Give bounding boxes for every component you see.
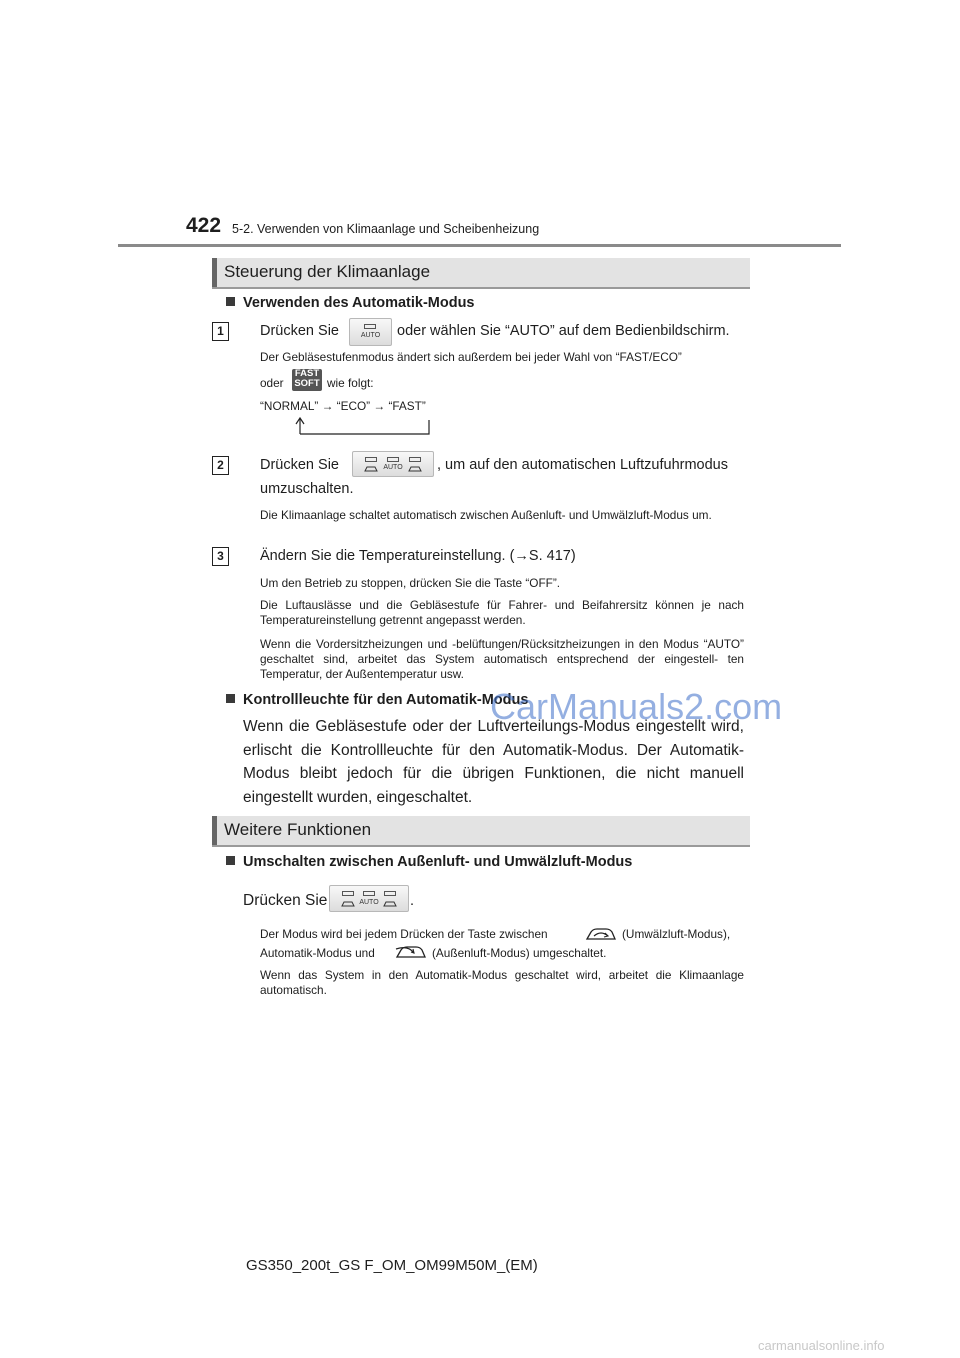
indicator-led-icon <box>409 457 421 462</box>
note-stop: Um den Betrieb zu stoppen, drücken Sie die Taste “OFF”. <box>260 576 561 590</box>
subheading-auto-mode: Verwenden des Automatik-Modus <box>226 295 475 311</box>
note-switch-d: (Außenluft-Modus) umgeschaltet. <box>432 946 607 960</box>
subheading-indicator: Kontrollleuchte für den Automatik-Modus <box>226 692 528 708</box>
outside-air-mode-icon <box>394 942 428 962</box>
note-switch-a: Der Modus wird bei jedem Drücken der Taste zwischen <box>260 927 548 941</box>
note-switch-b: (Umwälzluft-Modus), <box>622 927 731 941</box>
note-fan-mode: Der Gebläsestufenmodus ändert sich außerdem bei jeder Wahl von “FAST/ECO” <box>260 350 682 364</box>
step2-pre: Drücken Sie <box>260 457 339 473</box>
auto-button: AUTO <box>349 318 392 346</box>
air-intake-auto-button: AUTO <box>352 451 434 477</box>
step1-pre: Drücken Sie <box>260 323 339 339</box>
watermark-bottom: carmanualsonline.info <box>758 1338 885 1353</box>
subheading-air-intake-switch: Umschalten zwischen Außenluft- und Umwälzluft-Modus <box>226 854 632 870</box>
step2-post: , um auf den automatischen Luftzufuhrmodus <box>437 457 728 473</box>
section-header-further-functions <box>212 816 750 847</box>
step-number-1: 1 <box>212 322 229 341</box>
indicator-led-icon <box>342 891 354 896</box>
step1-post: oder wählen Sie “AUTO” auf dem Bedienbildschirm. <box>397 323 730 339</box>
mode-cycle: “NORMAL” → “ECO” → “FAST” <box>260 399 426 413</box>
indicator-led-icon <box>363 891 375 896</box>
square-bullet-icon <box>226 856 235 865</box>
section-accent <box>212 816 217 845</box>
indicator-led-icon <box>365 457 377 462</box>
section-accent <box>212 258 217 287</box>
indicator-led-icon <box>364 324 376 329</box>
note-fan-mode-post: wie folgt: <box>327 376 374 390</box>
outside-air-car-icon <box>408 464 422 473</box>
note-air-intake: Die Klimaanlage schaltet automatisch zwischen Außenluft- und Umwälzluft-Modus um. <box>260 508 712 522</box>
note-fan-mode-or: oder <box>260 376 284 390</box>
section-title: Steuerung der Klimaanlage <box>224 262 431 281</box>
indicator-text: Wenn die Gebläsestufe oder der Luftverteilungs-Modus eingestellt wird, erlischt die Kontrollleuchte für den Automatik-Modus. Der Automatik-Modus bleibt jedoch für die übrigen Funktionen, die nicht manuell eingestellt wurden, eingeschaltet. <box>243 718 744 806</box>
section-header-climate-control <box>212 258 750 289</box>
step2-line2: umzuschalten. <box>260 481 354 497</box>
square-bullet-icon <box>226 694 235 703</box>
step-number-3: 3 <box>212 547 229 566</box>
step-number-2: 2 <box>212 456 229 475</box>
note-switch-auto: Wenn das System in den Automatik-Modus geschaltet wird, arbeitet die Klimaanlage automatisch. <box>260 968 744 997</box>
indicator-led-icon <box>387 457 399 462</box>
cycle-return-arrow-icon <box>290 416 435 436</box>
note-seat-heaters: Wenn die Vordersitzheizungen und -belüftungen/Rücksitzheizungen in den Modus “AUTO” geschaltet sind, arbeitet das System automatisch entsprechend der eingestell- ten Temperatur, der Außentemperatur usw. <box>260 637 744 681</box>
page-number: 422 <box>186 214 222 237</box>
fast-soft-button: FAST SOFT <box>292 369 322 391</box>
note-switch-c: Automatik-Modus und <box>260 946 375 960</box>
square-bullet-icon <box>226 297 235 306</box>
watermark: CarManuals2.com <box>490 686 783 727</box>
indicator-led-icon <box>384 891 396 896</box>
press-pre: Drücken Sie <box>243 892 328 909</box>
header-rule <box>118 244 841 247</box>
step3-text: Ändern Sie die Temperatureinstellung. (→S. 417) <box>260 548 576 564</box>
section-title: Weitere Funktionen <box>224 820 372 839</box>
recirculation-mode-icon <box>584 924 618 944</box>
note-vents: Die Luftauslässe und die Gebläsestufe für Fahrer- und Beifahrersitz können je nach Temperatureinstellung getrennt angepasst werden. <box>260 598 744 627</box>
press-post: . <box>410 893 415 909</box>
footer-doc-code: GS350_200t_GS F_OM_OM99M50M_(EM) <box>246 1257 538 1274</box>
air-intake-auto-button: AUTO <box>329 885 409 912</box>
outside-air-car-icon <box>383 899 397 908</box>
chapter-title: 5-2. Verwenden von Klimaanlage und Scheibenheizung <box>232 222 540 236</box>
